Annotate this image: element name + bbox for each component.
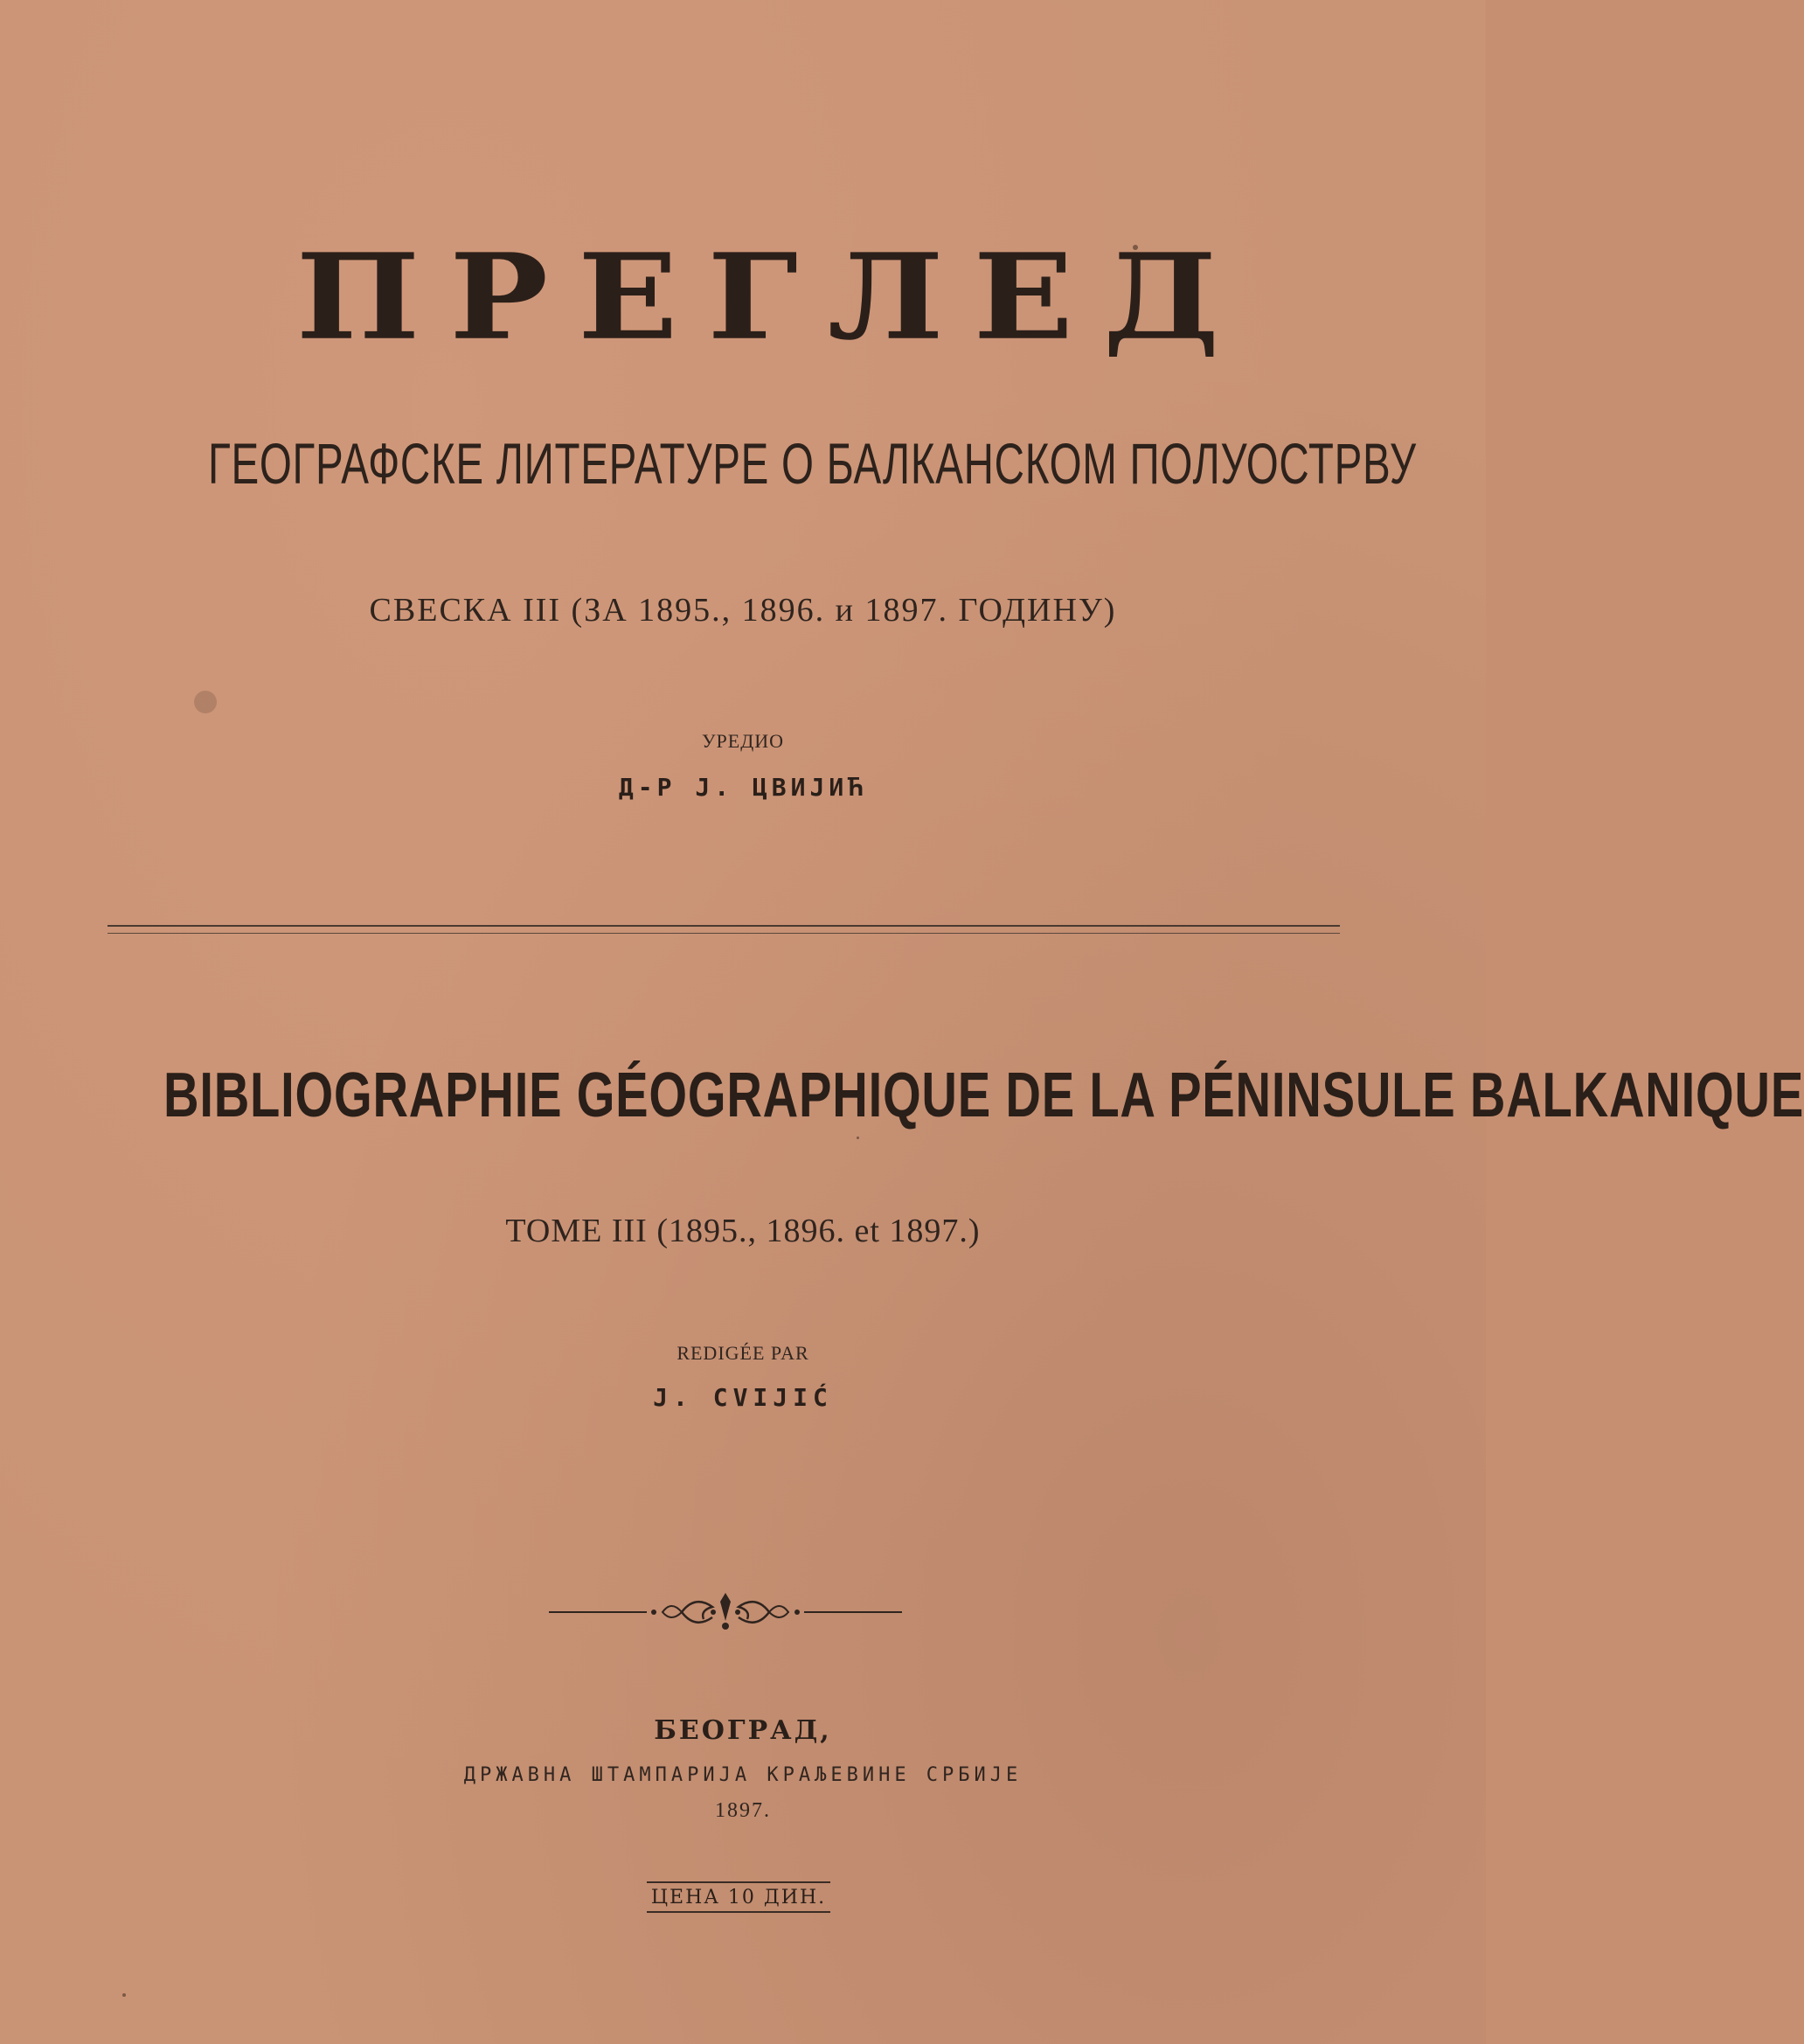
volume-french: TOME III (1895., 1896. et 1897.) (505, 1213, 981, 1249)
section-divider-thin (108, 933, 1340, 934)
author-french: J. CVIJIĆ (653, 1383, 833, 1412)
author-serbian: Д-Р Ј. ЦВИЈИЋ (618, 773, 868, 802)
publisher-name: ДРЖАВНА ШТАМПАРИЈА КРАЉЕВИНЕ СРБИЈЕ (463, 1764, 1023, 1786)
main-title: ПРЕГЛЕД (295, 227, 1250, 367)
section-divider (108, 925, 1340, 927)
paper-stain (194, 691, 217, 713)
publication-city: БЕОГРАД, (654, 1715, 832, 1746)
edited-by-french: REDIGÉE PAR (676, 1342, 809, 1364)
publication-year: 1897. (715, 1799, 771, 1822)
volume-serbian: СВЕСКА III (ЗА 1895., 1896. и 1897. ГОДИНУ) (369, 592, 1117, 629)
price-label: ЦЕНА 10 ДИН. (647, 1881, 830, 1913)
edited-by-serbian: УРЕДИО (701, 730, 785, 752)
paper-speck (122, 1993, 126, 1997)
decorative-ornament-icon (542, 1584, 909, 1637)
paper-speck (857, 1137, 859, 1139)
subtitle-serbian: ГЕОГРАФСКЕ ЛИТЕРАТУРЕ О БАЛКАНСКОМ ПОЛУОСТРВУ (208, 431, 1417, 496)
subtitle-french: BIBLIOGRAPHIE GÉOGRAPHIQUE DE LA PÉNINSULE BALKANIQUE (163, 1060, 1804, 1130)
